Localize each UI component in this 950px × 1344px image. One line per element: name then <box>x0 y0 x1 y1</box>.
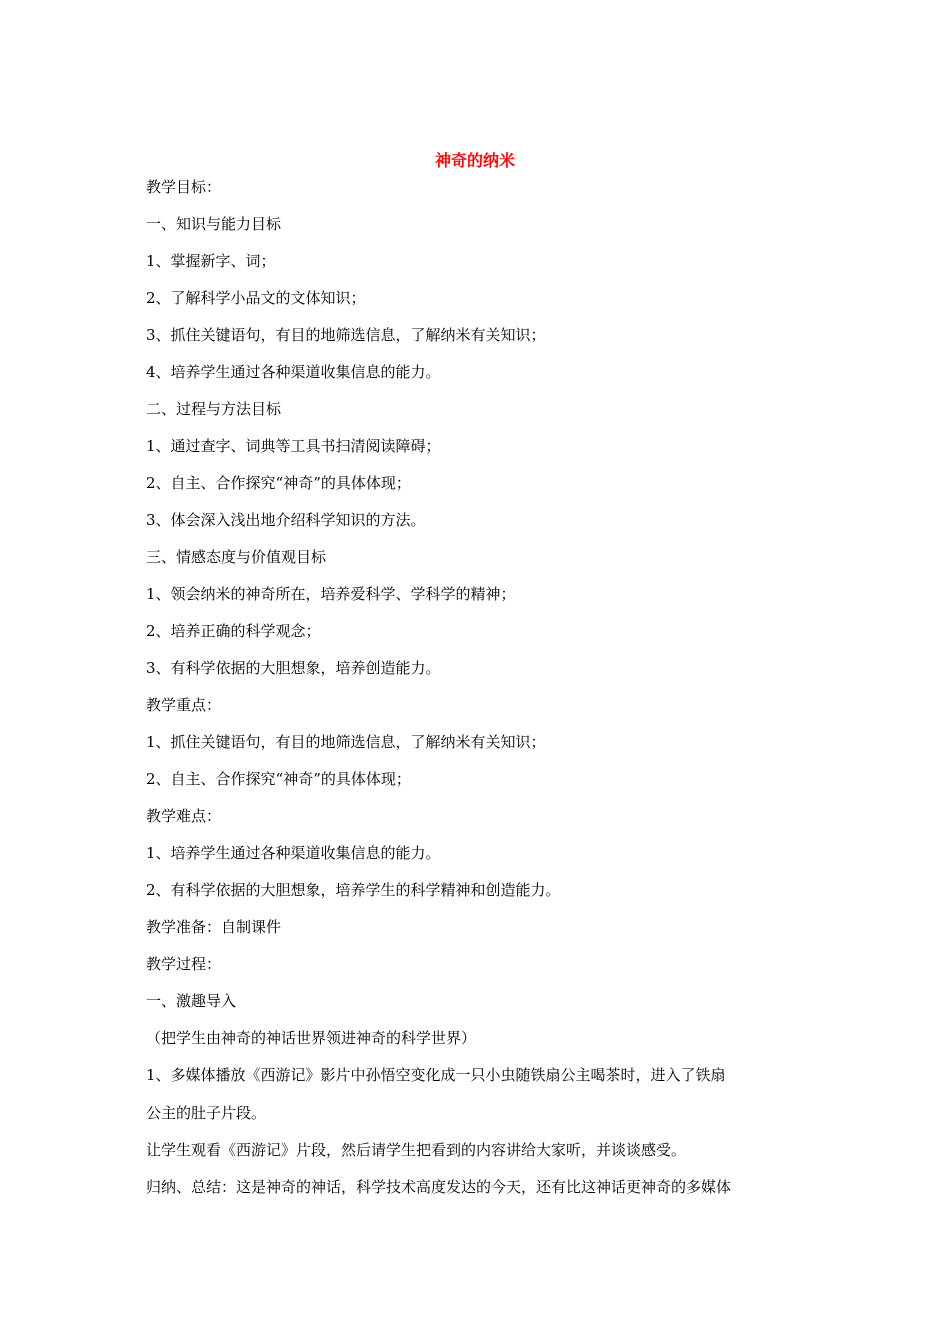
text-line: 2、有科学依据的大胆想象，培养学生的科学精神和创造能力。 <box>146 881 561 899</box>
document-body <box>146 176 816 1213</box>
text-line: 1、多媒体播放《西游记》影片中孙悟空变化成一只小虫随铁扇公主喝茶时，进入了铁扇 <box>146 1066 726 1084</box>
text-line: 三、情感态度与价值观目标 <box>146 548 327 566</box>
text-line: 一、激趣导入 <box>146 992 237 1010</box>
text-line: 二、过程与方法目标 <box>146 400 282 418</box>
text-line: 教学过程： <box>146 955 222 973</box>
text-line: 1、抓住关键语句，有目的地筛选信息，了解纳米有关知识； <box>146 733 546 751</box>
text-line: （把学生由神奇的神话世界领进神奇的科学世界） <box>146 1029 477 1047</box>
text-line: 让学生观看《西游记》片段，然后请学生把看到的内容讲给大家听，并谈谈感受。 <box>146 1141 687 1159</box>
text-line: 2、了解科学小品文的文体知识； <box>146 289 366 307</box>
text-line: 3、体会深入浅出地介绍科学知识的方法。 <box>146 511 426 529</box>
text-line: 3、抓住关键语句，有目的地筛选信息，了解纳米有关知识； <box>146 326 546 344</box>
text-line: 教学难点： <box>146 807 222 825</box>
text-line: 一、知识与能力目标 <box>146 215 282 233</box>
document-title: 神奇的纳米 <box>434 151 515 170</box>
text-line: 4、培养学生通过各种渠道收集信息的能力。 <box>146 363 441 381</box>
text-line: 教学目标： <box>146 178 222 196</box>
text-line: 教学重点： <box>146 696 222 714</box>
text-line: 2、培养正确的科学观念； <box>146 622 321 640</box>
text-line: 1、通过查字、词典等工具书扫清阅读障碍； <box>146 437 441 455</box>
text-line: 教学准备：自制课件 <box>146 918 282 936</box>
text-line: 1、培养学生通过各种渠道收集信息的能力。 <box>146 844 441 862</box>
text-line: 2、自主、合作探究“神奇”的具体体现； <box>146 770 411 788</box>
text-line: 1、领会纳米的神奇所在，培养爱科学、学科学的精神； <box>146 585 516 603</box>
text-line: 1、掌握新字、词； <box>146 252 276 270</box>
text-line: 3、有科学依据的大胆想象，培养创造能力。 <box>146 659 441 677</box>
text-line: 归纳、总结：这是神奇的神话，科学技术高度发达的今天，还有比这神话更神奇的多媒体 <box>146 1178 732 1196</box>
text-line: 公主的肚子片段。 <box>146 1104 267 1122</box>
text-line: 2、自主、合作探究“神奇”的具体体现； <box>146 474 411 492</box>
